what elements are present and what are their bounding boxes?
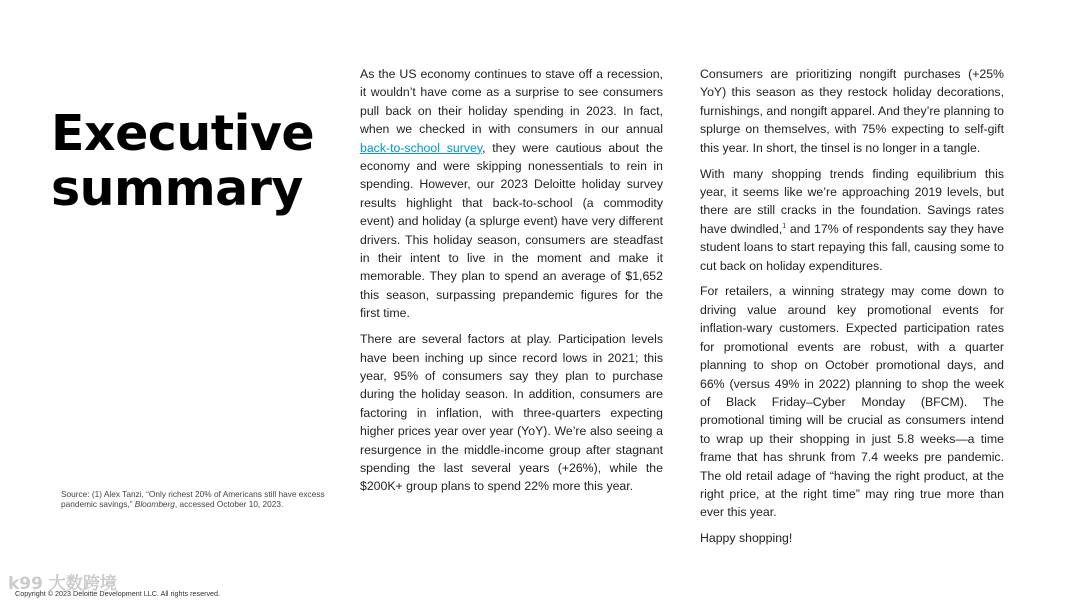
- paragraph-1: [360, 65, 663, 323]
- paragraph-6: Happy shopping!: [700, 531, 793, 546]
- paragraph-1-text-a: As the US economy continues to stave off a recession, it wouldn’t have come as a surprise to see consumers pull back on their holiday spending in 2023. In fact, when we checked in with consumers in our annual: [360, 67, 663, 137]
- source-publication: Bloomberg: [134, 499, 175, 510]
- page-title-line-2: summary: [51, 160, 303, 217]
- paragraph-4: [700, 165, 1004, 275]
- back-to-school-survey-link[interactable]: back-to-school survey: [360, 140, 483, 155]
- paragraph-2: There are several factors at play. Participation levels have been inching up since record lows in 2021; this year, 95% of consumers say they plan to purchase during the holiday season. In addition, consumers are factoring in inflation, with three-quarters expecting higher prices year over year (YoY). We’re also seeing a resurgence in the middle-income group after stagnant spending the last several years (+26%), while the $200K+ group plans to spend 22% more this year.: [360, 332, 663, 494]
- body-column-left: [360, 65, 663, 503]
- source-note: [61, 489, 336, 510]
- footnote-marker: 1: [782, 222, 787, 230]
- page-title: [51, 106, 351, 216]
- source-note-text-b: , accessed October 10, 2023.: [174, 499, 284, 510]
- paragraph-4-text-b: and 17% of respondents say they have student loans to start repaying this fall, causing some to cut back on holiday expenditures.: [700, 221, 1004, 273]
- paragraph-3: Consumers are prioritizing nongift purchases (+25% YoY) this season as they restock holiday decorations, furnishings, and nongift apparel. And they’re planning to splurge on themselves, with 75% expecting to self-gift this year. In short, the tinsel is no longer in a tangle.: [700, 67, 1004, 155]
- paragraph-1-text-b: , they were cautious about the economy and were skipping nonessentials to rein in spending. However, our 2023 Deloitte holiday survey results highlight that back-to-school (a commodity event) and holiday (a splurge event) have very different drivers. This holiday season, consumers are steadfast in their intent to live in the moment and make it memorable. They plan to spend an average of $1,652 this season, surpassing prepandemic figures for the first time.: [360, 140, 663, 321]
- paragraph-4-text-a: With many shopping trends finding equilibrium this year, it seems like we’re approaching 2019 levels, but there are still cracks in the foundation. Savings rates have dwindled,: [700, 166, 1004, 236]
- paragraph-5: For retailers, a winning strategy may come down to driving value around key promotional events for inflation-wary customers. Expected participation rates for promotional events are robust, with a quarter planning to shop on October promotional days, and 66% (versus 49% in 2022) planning to shop the week of Black Friday–Cyber Monday (BFCM). The promotional timing will be crucial as consumers intend to wrap up their shopping in just 5.8 weeks—a time frame that has shrunk from 7.4 weeks pre pandemic. The old retail adage of “having the right product, at the right price, at the right time” may ring true more than ever this year.: [700, 284, 1004, 520]
- body-column-right: [700, 65, 1004, 555]
- watermark-logo: k99 大数跨境: [8, 574, 117, 594]
- page-title-line-1: Executive: [51, 105, 315, 162]
- source-note-text-a: Source: (1) Alex Tanzi, “Only richest 20% of Americans still have excess pandemic savings,”: [61, 489, 325, 510]
- copyright-notice: Copyright © 2023 Deloitte Development LLC. All rights reserved.: [15, 589, 221, 598]
